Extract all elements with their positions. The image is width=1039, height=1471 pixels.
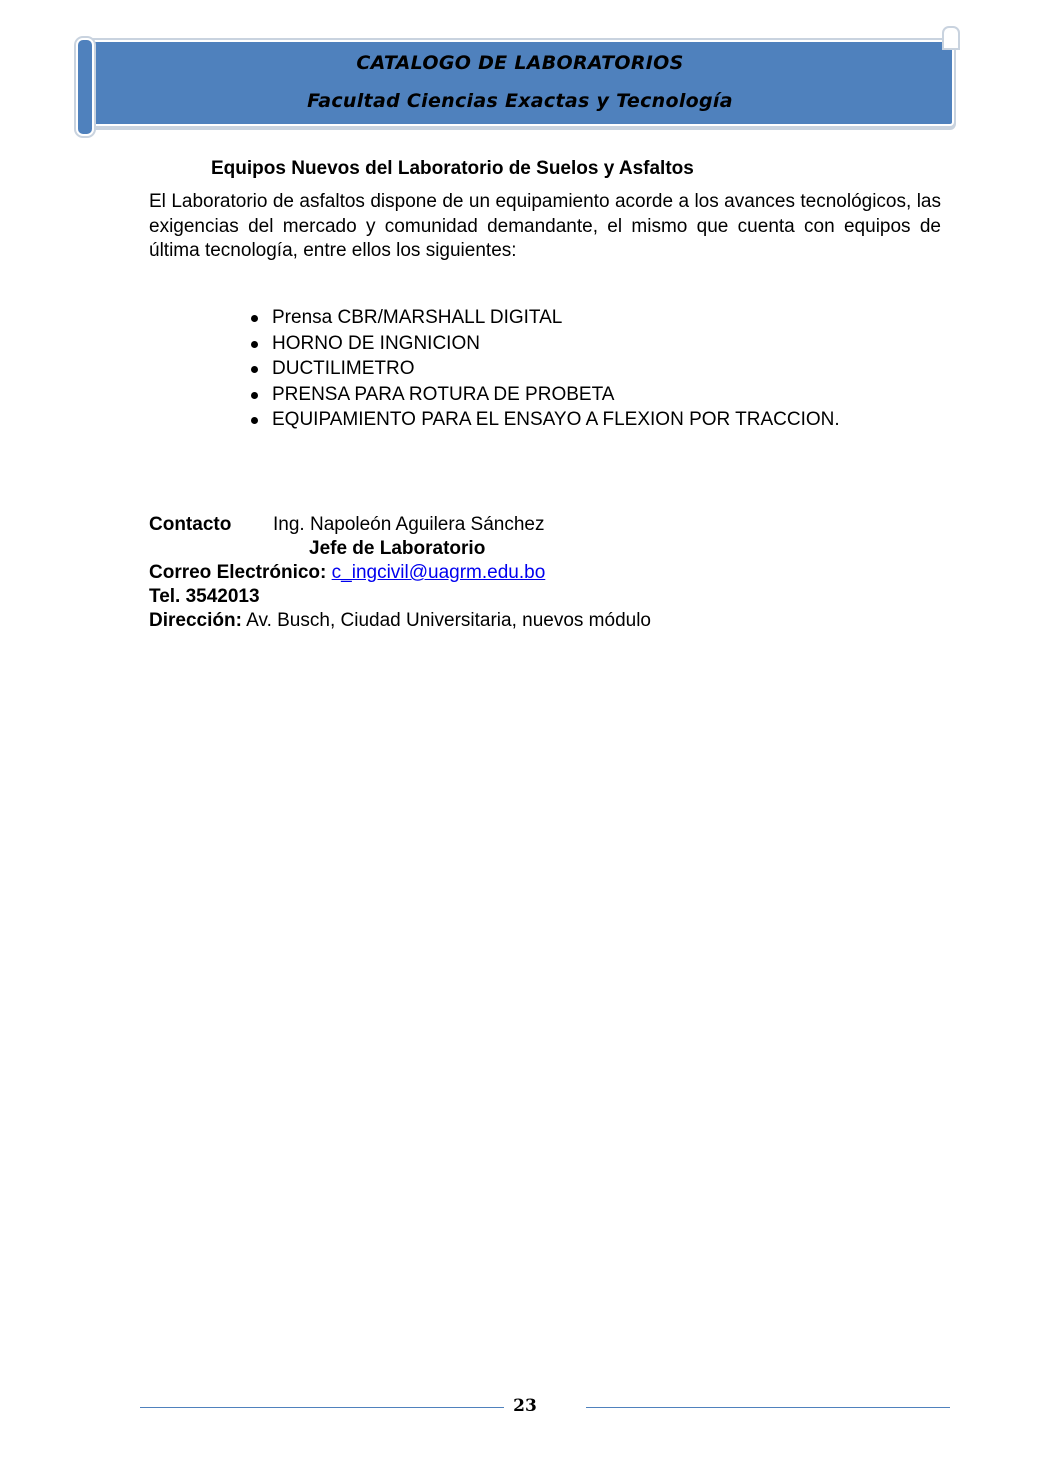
email-label: Correo Electrónico: bbox=[149, 562, 327, 583]
address-label: Dirección: bbox=[149, 610, 242, 631]
equipment-list bbox=[248, 305, 840, 433]
email-link[interactable]: c_ingcivil@uagrm.edu.bo bbox=[331, 562, 546, 583]
contact-row bbox=[149, 513, 651, 537]
page-number: 23 bbox=[513, 1396, 537, 1416]
footer-rule-right bbox=[586, 1407, 950, 1408]
contact-label: Contacto bbox=[149, 514, 232, 535]
catalog-title: CATALOGO DE LABORATORIOS bbox=[356, 52, 684, 74]
contact-block bbox=[149, 513, 651, 633]
tel-row bbox=[149, 585, 651, 609]
intro-paragraph: El Laboratorio de asfaltos dispone de un equipamiento acorde a los avances tecnológicos, las exigencias del mercado y comunidad demandante, el mismo que cuenta con equipos de última tecnología, entre ellos los siguientes: bbox=[149, 191, 941, 261]
scroll-curl-left bbox=[76, 38, 94, 136]
faculty-subtitle: Facultad Ciencias Exactas y Tecnología bbox=[307, 90, 733, 112]
footer-rule-left bbox=[140, 1407, 504, 1408]
list-item: EQUIPAMIENTO PARA EL ENSAYO A FLEXION POR TRACCION. bbox=[248, 407, 840, 433]
scroll-curl-right bbox=[942, 26, 960, 50]
telephone: Tel. 3542013 bbox=[149, 586, 260, 607]
contact-name: Ing. Napoleón Aguilera Sánchez bbox=[273, 514, 545, 535]
role-row bbox=[149, 537, 651, 561]
address-row bbox=[149, 609, 651, 633]
contact-role: Jefe de Laboratorio bbox=[309, 538, 486, 559]
list-item: HORNO DE INGNICION bbox=[248, 331, 840, 357]
list-item: DUCTILIMETRO bbox=[248, 356, 840, 382]
list-item: Prensa CBR/MARSHALL DIGITAL bbox=[248, 305, 840, 331]
banner-body bbox=[86, 40, 954, 126]
list-item: PRENSA PARA ROTURA DE PROBETA bbox=[248, 382, 840, 408]
section-title: Equipos Nuevos del Laboratorio de Suelos y Asfaltos bbox=[211, 158, 694, 179]
header-banner bbox=[76, 26, 962, 134]
email-row bbox=[149, 561, 651, 585]
address-value: Av. Busch, Ciudad Universitaria, nuevos módulo bbox=[246, 610, 651, 631]
